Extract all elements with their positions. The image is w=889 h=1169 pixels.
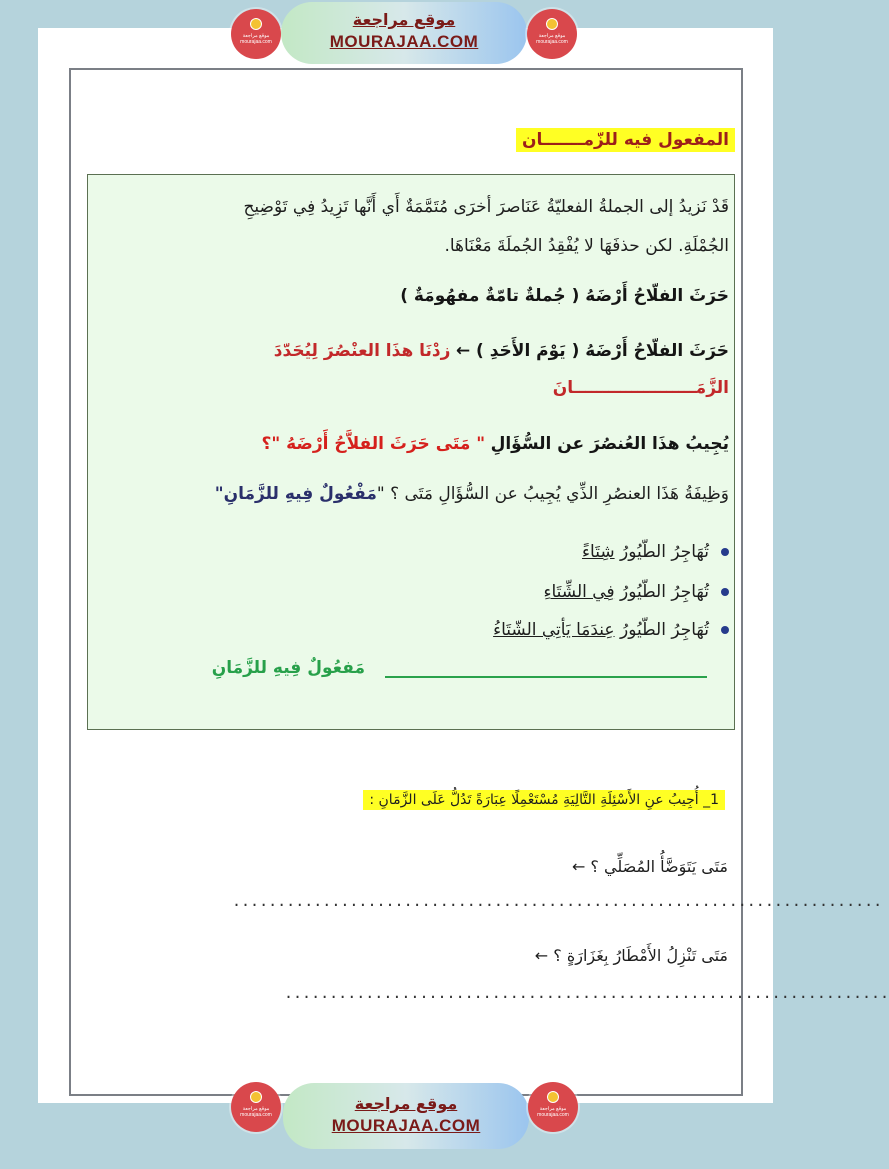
bullet-dot-icon <box>721 548 729 556</box>
bullet-base: تُهَاجِرُ الطّيُورُ <box>614 542 709 562</box>
logo-text: موقع مراجعة mourajaa.com <box>537 1106 569 1118</box>
example-2 <box>274 341 729 361</box>
function-term: مَفْعُولٌ فِيهِ للزَّمَانِ" <box>214 484 377 504</box>
bullet-base: تُهَاجِرُ الطّيُورُ <box>614 582 709 602</box>
conclusion-term: مَفعُولٌ فِيهِ للزَّمَانِ <box>211 658 365 678</box>
bullet-underlined: فِي الشِّتَاءِ <box>543 582 615 602</box>
banner-english: MOURAJAA.COM <box>331 1116 481 1135</box>
exercise-question-1: مَتَى يَتَوَضَّأُ المُصَلِّي ؟ ← <box>571 857 728 876</box>
answer-line-2[interactable]: ................................................................... <box>284 984 889 1002</box>
lesson-title: المفعول فيه للزّمـــــــان <box>516 128 735 152</box>
site-logo-right-footer[interactable] <box>528 1082 578 1132</box>
exercise-heading: 1_ أُجِيبُ عنِ الأَسْئِلَةِ التَّالِيَةِ مُسْتَعْمِلًا عِبَارَةً تَدُلُّ عَلَى الزَّمَانِ : <box>363 790 725 810</box>
conclusion-line <box>385 676 707 678</box>
bullet-dot-icon <box>721 588 729 596</box>
site-banner-bottom[interactable] <box>283 1083 529 1149</box>
example-2-main: حَرَثَ الفلّاحُ أَرْضَهُ ( يَوْمَ الأَحَدِ ) ← <box>455 341 729 361</box>
bullet-underlined: عِندَمَا يَأتِي الشّتَاءُ <box>493 620 615 640</box>
intro-line-1: قَدْ نَزيدُ إلى الجملةُ الفعليّةُ عَنَاصرَ أخرَى مُتَمَّمَةٌ أَي أَنَّها تَزِيدُ فِي تَوْضِيحِ <box>243 197 729 217</box>
function-prefix: وَظِيفَةُ هَذَا العنصُرِ الذِّي يُجِيبُ عن السُّؤَالِ مَتَى ؟ " <box>376 484 729 504</box>
logo-mark-icon <box>250 1091 262 1103</box>
function-line <box>215 484 729 504</box>
banner-arabic: موقع مراجعة <box>354 1094 458 1113</box>
answer-line-1[interactable]: ........................................................................ <box>232 892 883 910</box>
example-2-note: زدْنَا هذَا العنْصُرَ لِيُحَدّدَ <box>273 341 451 361</box>
logo-text: موقع مراجعة mourajaa.com <box>536 33 568 45</box>
question-line <box>261 434 729 454</box>
bullet-item <box>582 542 729 562</box>
bullet-item <box>544 582 730 602</box>
logo-text: موقع مراجعة mourajaa.com <box>240 33 272 45</box>
site-logo-left[interactable] <box>231 9 281 59</box>
bullet-item <box>493 620 729 640</box>
bullet-underlined: شِتَاءً <box>582 542 615 562</box>
intro-line-2: الجُمْلَةِ. لكن حذفَهَا لا يُفْقِدُ الجُملَةَ مَعْنَاهَا. <box>444 236 729 256</box>
logo-mark-icon <box>546 18 558 30</box>
banner-arabic: موقع مراجعة <box>352 10 456 29</box>
bullet-base: تُهَاجِرُ الطّيُورُ <box>614 620 709 640</box>
logo-mark-icon <box>547 1091 559 1103</box>
question-prefix: يُجِيبُ هذَا العُنصُرَ عن السُّؤَالِ <box>490 434 729 454</box>
site-logo-left-footer[interactable] <box>231 1082 281 1132</box>
example-2-note-cont: الزَّمَـــــــــــــــــــــانَ <box>552 378 729 398</box>
question-red: " مَتَى حَرَثَ الفلاَّحُ أَرْضَهُ "؟ <box>261 434 486 454</box>
bullet-dot-icon <box>721 626 729 634</box>
logo-text: موقع مراجعة mourajaa.com <box>240 1106 272 1118</box>
example-1: حَرَثَ الفلّاحُ أَرْضَهُ ( جُملةٌ تامّةٌ مفهُومَةٌ ) <box>400 286 729 306</box>
banner-english: MOURAJAA.COM <box>329 32 479 51</box>
logo-mark-icon <box>250 18 262 30</box>
exercise-question-2: مَتَى تَنْزِلُ الأَمْطَارُ بِغَزَارَةٍ ؟ ← <box>534 946 728 965</box>
site-logo-right[interactable] <box>527 9 577 59</box>
site-banner-top[interactable] <box>281 2 527 64</box>
